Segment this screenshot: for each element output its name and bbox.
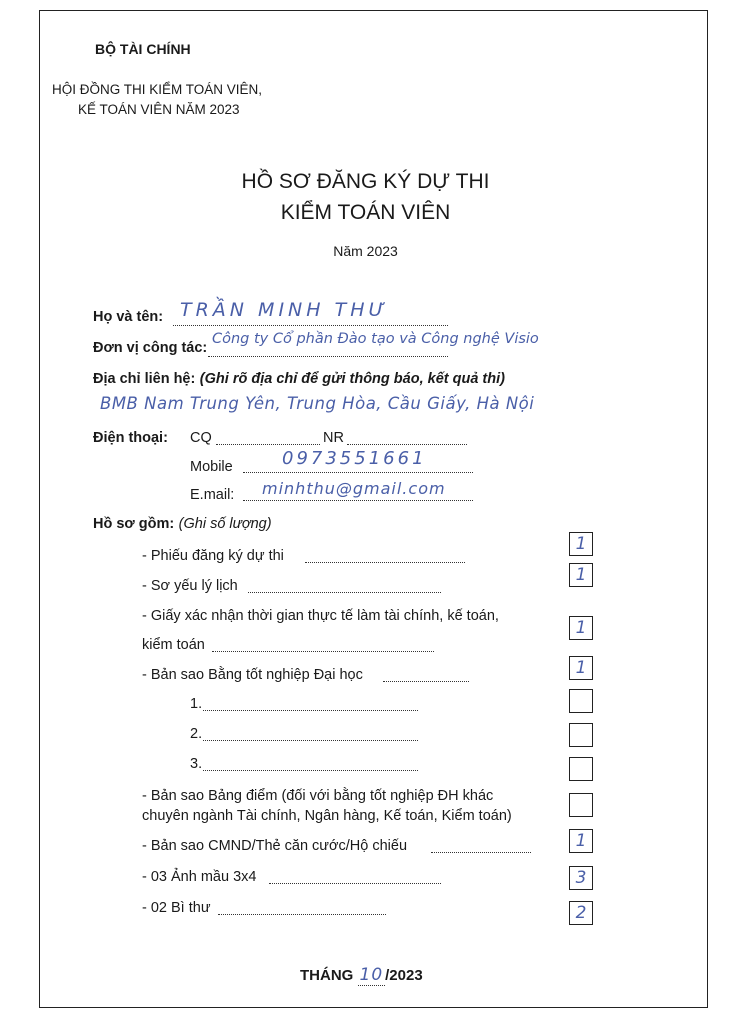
address-note: (Ghi rõ địa chỉ để gửi thông báo, kết quả thi) [199, 371, 505, 387]
doc-item-dotted-line [218, 914, 386, 915]
doc-item-transcript: - Bản sao Bảng điểm (đối với bằng tốt nghiệp ĐH khác [142, 788, 494, 804]
doc-item-dotted-line [248, 592, 441, 593]
name-dotted-line [173, 325, 448, 326]
doc-item-cv: - Sơ yếu lý lịch [142, 578, 238, 594]
count-box-empty [569, 689, 593, 713]
doc-item-dotted-line [269, 883, 441, 884]
count-box: 3 [569, 866, 593, 890]
count-box: 2 [569, 901, 593, 925]
count-box: 1 [569, 616, 593, 640]
docs-heading-row [93, 515, 272, 533]
council-name-line1: HỘI ĐỒNG THI KIỂM TOÁN VIÊN, [52, 82, 263, 97]
doc-item-registration-form: - Phiếu đăng ký dự thi [142, 548, 284, 564]
count-box: 1 [569, 829, 593, 853]
council-name-line2: KẾ TOÁN VIÊN NĂM 2023 [78, 102, 240, 117]
doc-item-id-copy: - Bản sao CMND/Thẻ căn cước/Hộ chiếu [142, 838, 408, 854]
doc-item-photos: - 03 Ảnh mầu 3x4 [142, 869, 257, 885]
count-box-empty [569, 793, 593, 817]
form-year: Năm 2023 [333, 243, 398, 259]
docs-heading: Hồ sơ gồm: [93, 516, 175, 532]
degree-sub-item-3: 3. [190, 756, 203, 772]
mobile-value: 0973551661 [282, 448, 427, 469]
sub-item-dotted-line [203, 740, 418, 741]
month-prefix: THÁNG [300, 967, 354, 984]
address-label: Địa chỉ liên hệ: [93, 371, 196, 387]
doc-item-degree-copy: - Bản sao Bằng tốt nghiệp Đại học [142, 667, 363, 683]
org-label: Đơn vị công tác: [93, 340, 208, 356]
doc-item-work-confirmation-cont: kiểm toán [142, 637, 205, 653]
cq-dotted-line [216, 444, 320, 445]
address-value: BMB Nam Trung Yên, Trung Hòa, Cầu Giấy, Hà Nội [100, 394, 535, 413]
mobile-dotted-line [243, 472, 473, 473]
nr-label: NR [323, 430, 344, 446]
email-value: minhthu@gmail.com [262, 479, 446, 498]
doc-item-dotted-line [212, 651, 434, 652]
mobile-label: Mobile [190, 459, 233, 475]
count-box-empty [569, 757, 593, 781]
phone-label: Điện thoại: [93, 430, 168, 446]
page-border [39, 10, 708, 1008]
email-dotted-line [243, 500, 473, 501]
sub-item-dotted-line [203, 770, 418, 771]
ministry-name: BỘ TÀI CHÍNH [95, 41, 191, 57]
degree-sub-item-1: 1. [190, 696, 203, 712]
name-label: Họ và tên: [93, 309, 164, 325]
doc-item-dotted-line [305, 562, 465, 563]
org-value: Công ty Cổ phần Đào tạo và Công nghệ Visio [212, 331, 539, 347]
doc-item-transcript-cont: chuyên ngành Tài chính, Ngân hàng, Kế toán, Kiểm toán) [142, 808, 512, 824]
doc-item-dotted-line [383, 681, 469, 682]
count-box-empty [569, 723, 593, 747]
month-value: 10 [359, 965, 384, 985]
cq-label: CQ [190, 430, 212, 446]
count-box: 1 [569, 656, 593, 680]
docs-heading-note: (Ghi số lượng) [178, 516, 272, 532]
doc-item-work-confirmation: - Giấy xác nhận thời gian thực tế làm tài chính, kế toán, [142, 608, 499, 624]
sub-item-dotted-line [203, 710, 418, 711]
form-title-line2: KIỂM TOÁN VIÊN [280, 201, 451, 224]
footer-month [300, 965, 423, 985]
count-box: 1 [569, 563, 593, 587]
name-value: TRẦN MINH THƯ [180, 299, 389, 321]
doc-item-envelopes: - 02 Bì thư [142, 900, 211, 916]
form-title-line1: HỒ SƠ ĐĂNG KÝ DỰ THI [241, 170, 490, 193]
org-dotted-line [208, 356, 448, 357]
month-suffix: /2023 [385, 967, 423, 984]
doc-item-dotted-line [431, 852, 531, 853]
email-label: E.mail: [190, 487, 235, 503]
degree-sub-item-2: 2. [190, 726, 203, 742]
address-label-row [93, 370, 505, 388]
count-box: 1 [569, 532, 593, 556]
nr-dotted-line [347, 444, 467, 445]
